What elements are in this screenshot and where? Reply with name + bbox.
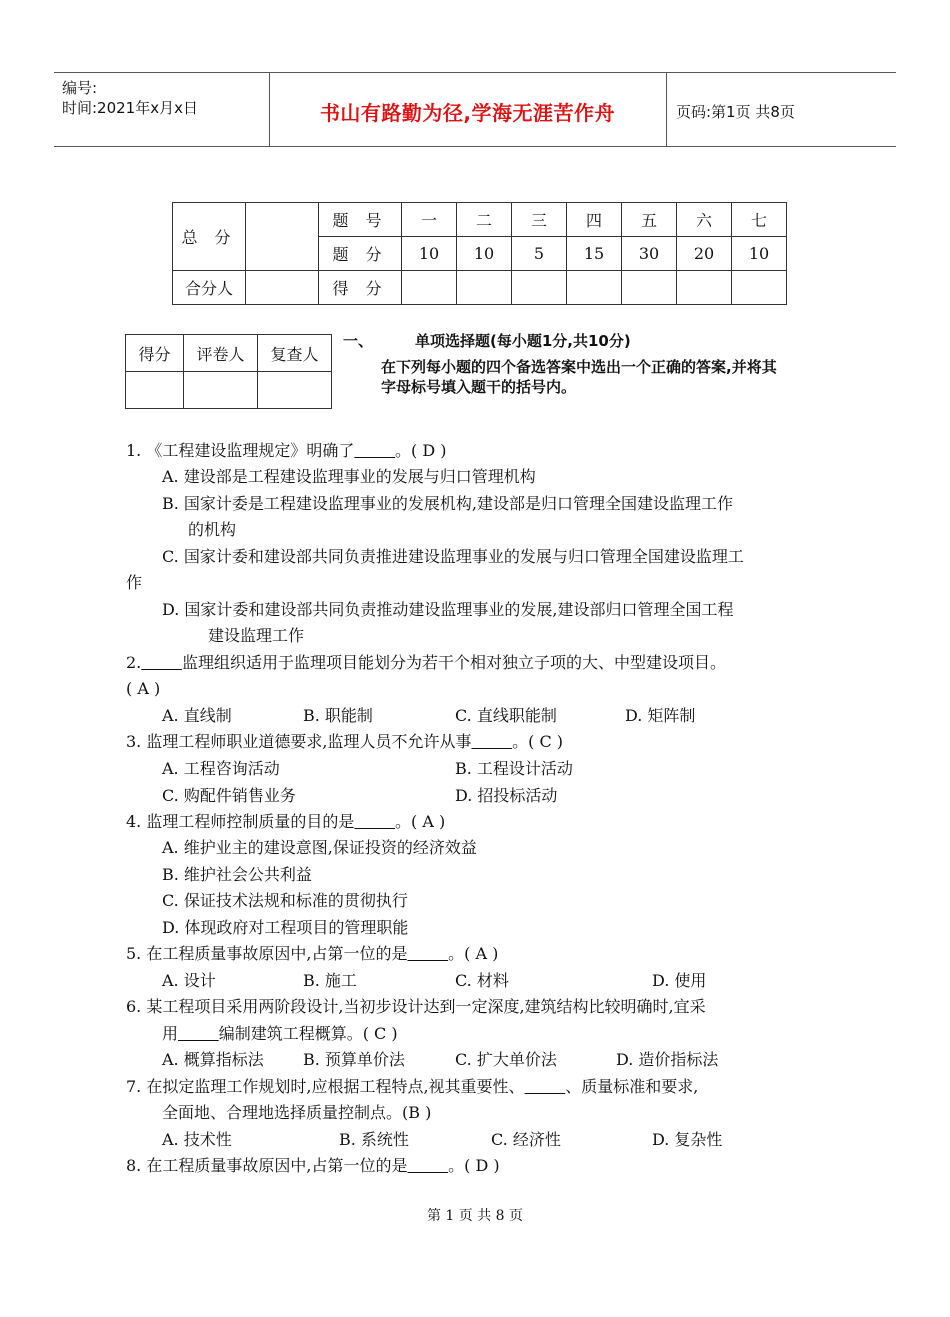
grader-cell <box>126 372 184 409</box>
got-score-cell <box>677 271 732 305</box>
option-a: A. 建设部是工程建设监理事业的发展与归口管理机构 <box>162 467 536 486</box>
combiner-label: 合分人 <box>173 271 246 305</box>
stem-text: 8. 在工程质量事故原因中,占第一位的是 <box>126 1156 408 1175</box>
grader-header: 复查人 <box>258 335 332 372</box>
option-b: B. 维护社会公共利益 <box>162 865 312 884</box>
question-stem <box>126 1156 500 1176</box>
option-c: C. 保证技术法规和标准的贯彻执行 <box>162 891 408 910</box>
question-score-label: 题 分 <box>319 237 402 271</box>
page-footer: 第 1 页 共 8 页 <box>426 1208 524 1224</box>
option-b: B. 施工 <box>303 971 357 990</box>
got-score-cell <box>512 271 567 305</box>
question-score: 30 <box>622 237 677 271</box>
header-page-label: 页码:第1页 共8页 <box>676 103 795 121</box>
stem-text: 。( A ) <box>448 944 499 963</box>
question-stem: 6. 某工程项目采用两阶段设计,当初步设计达到一定深度,建筑结构比较明确时,宜采 <box>126 997 706 1016</box>
option-d: D. 使用 <box>652 971 707 990</box>
option-c: C. 经济性 <box>491 1130 561 1149</box>
got-score-cell <box>567 271 622 305</box>
option-d: D. 招投标活动 <box>455 786 558 805</box>
stem-text: 3. 监理工程师职业道德要求,监理人员不允许从事 <box>126 732 472 751</box>
section-description: 在下列每小题的四个备选答案中选出一个正确的答案,并将其字母标号填入题干的括号内。 <box>381 358 777 396</box>
combiner-value <box>246 271 319 305</box>
option-d: D. 体现政府对工程项目的管理职能 <box>162 918 409 937</box>
answer-blank <box>354 812 395 831</box>
question-answer: ( A ) <box>126 679 161 698</box>
answer-blank <box>407 1156 448 1175</box>
question-number: 四 <box>567 203 622 237</box>
question-stem-continued <box>162 1024 398 1044</box>
stem-text: 。( D ) <box>448 1156 500 1175</box>
answer-blank <box>471 732 512 751</box>
question-number: 二 <box>457 203 512 237</box>
stem-text: 7. 在拟定监理工作规划时,应根据工程特点,视其重要性、 <box>126 1077 525 1096</box>
table-row <box>173 203 787 237</box>
stem-text: 5. 在工程质量事故原因中,占第一位的是 <box>126 944 408 963</box>
question-stem <box>126 812 445 832</box>
answer-blank <box>407 944 448 963</box>
option-b: B. 系统性 <box>339 1130 409 1149</box>
grader-table <box>125 334 332 409</box>
option-c: C. 国家计委和建设部共同负责推进建设监理事业的发展与归口管理全国建设监理工 <box>162 547 744 566</box>
stem-text: 。( A ) <box>395 812 446 831</box>
grader-cell <box>184 372 258 409</box>
stem-text: 4. 监理工程师控制质量的目的是 <box>126 812 355 831</box>
option-c: C. 材料 <box>455 971 509 990</box>
option-c: C. 扩大单价法 <box>455 1050 557 1069</box>
option-d-continued: 建设监理工作 <box>208 626 305 645</box>
question-number: 一 <box>402 203 457 237</box>
option-b: B. 职能制 <box>303 706 373 725</box>
question-score: 10 <box>457 237 512 271</box>
option-a: A. 设计 <box>162 971 216 990</box>
table-row <box>126 335 332 372</box>
option-d: D. 矩阵制 <box>625 706 696 725</box>
section-title: 单项选择题(每小题1分,共10分) <box>415 332 631 350</box>
option-a: A. 工程咨询活动 <box>162 759 280 778</box>
question-stem <box>126 944 498 964</box>
option-c: C. 直线职能制 <box>455 706 557 725</box>
score-table <box>172 202 787 305</box>
table-row <box>173 271 787 305</box>
question-stem <box>126 653 726 673</box>
question-stem <box>126 441 447 461</box>
got-score-cell <box>622 271 677 305</box>
question-stem <box>126 732 563 752</box>
page-header <box>54 72 896 147</box>
stem-text: 1. 《工程建设监理规定》明确了 <box>126 441 355 460</box>
section-number: 一、 <box>343 332 374 350</box>
table-row <box>126 372 332 409</box>
option-a: A. 维护业主的建设意图,保证投资的经济效益 <box>162 838 477 857</box>
date-label: 时间:2021年x月x日 <box>62 99 198 117</box>
stem-text: 。( C ) <box>512 732 564 751</box>
stem-text: 编制建筑工程概算。( C ) <box>218 1024 398 1043</box>
total-score-value <box>246 203 319 271</box>
question-number: 五 <box>622 203 677 237</box>
serial-number-label: 编号: <box>62 79 98 97</box>
stem-text: 用 <box>162 1024 179 1043</box>
question-number-label: 题 号 <box>319 203 402 237</box>
question-number: 2. <box>126 653 142 672</box>
answer-blank <box>525 1077 566 1096</box>
option-c-continued: 作 <box>126 573 143 592</box>
answer-blank <box>178 1024 219 1043</box>
question-number: 三 <box>512 203 567 237</box>
question-score: 15 <box>567 237 622 271</box>
option-b: B. 国家计委是工程建设监理事业的发展机构,建设部是归口管理全国建设监理工作 <box>162 494 734 513</box>
header-meta <box>62 78 198 118</box>
question-stem <box>126 1077 698 1097</box>
stem-text: 监理组织适用于监理项目能划分为若干个相对独立子项的大、中型建设项目。 <box>181 653 726 672</box>
question-stem-continued: 全面地、合理地选择质量控制点。(B ) <box>162 1103 432 1122</box>
question-number: 六 <box>677 203 732 237</box>
grader-cell <box>258 372 332 409</box>
option-d: D. 国家计委和建设部共同负责推动建设监理事业的发展,建设部归口管理全国工程 <box>162 600 734 619</box>
total-score-label: 总 分 <box>173 203 246 271</box>
grader-header: 评卷人 <box>184 335 258 372</box>
option-d: D. 复杂性 <box>652 1130 723 1149</box>
question-score: 10 <box>732 237 787 271</box>
grader-header: 得分 <box>126 335 184 372</box>
got-score-label: 得 分 <box>319 271 402 305</box>
option-d: D. 造价指标法 <box>616 1050 719 1069</box>
answer-blank <box>354 441 395 460</box>
question-number: 七 <box>732 203 787 237</box>
option-b-continued: 的机构 <box>188 520 237 539</box>
option-a: A. 直线制 <box>162 706 232 725</box>
got-score-cell <box>402 271 457 305</box>
question-score: 10 <box>402 237 457 271</box>
header-divider <box>666 73 667 146</box>
option-b: B. 工程设计活动 <box>455 759 573 778</box>
option-c: C. 购配件销售业务 <box>162 786 296 805</box>
option-b: B. 预算单价法 <box>303 1050 405 1069</box>
question-score: 20 <box>677 237 732 271</box>
header-motto: 书山有路勤为径,学海无涯苦作舟 <box>319 101 616 125</box>
got-score-cell <box>457 271 512 305</box>
question-score: 5 <box>512 237 567 271</box>
got-score-cell <box>732 271 787 305</box>
stem-text: 、质量标准和要求, <box>565 1077 699 1096</box>
option-a: A. 技术性 <box>162 1130 232 1149</box>
answer-blank <box>141 653 182 672</box>
stem-text: 。( D ) <box>395 441 447 460</box>
option-a: A. 概算指标法 <box>162 1050 264 1069</box>
